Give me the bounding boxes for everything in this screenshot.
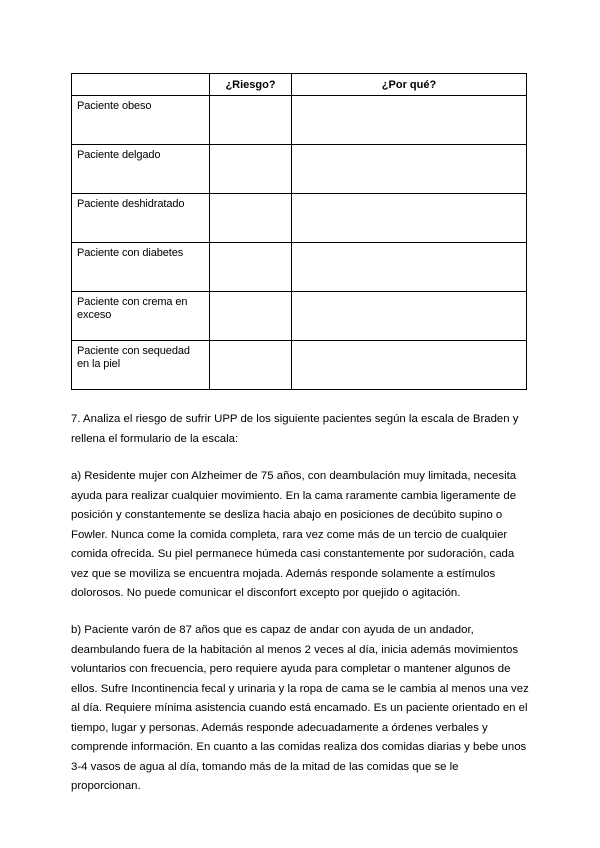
row-label-cell: [72, 243, 210, 292]
header-riesgo: ¿Riesgo?: [210, 74, 292, 96]
table-row: [72, 194, 527, 243]
header-blank: [72, 74, 210, 96]
por-que-cell[interactable]: [292, 96, 527, 145]
row-label: Paciente con sequedad en la piel: [77, 345, 190, 370]
header-por-que: ¿Por qué?: [292, 74, 527, 96]
table-row: [72, 96, 527, 145]
row-label-cell: [72, 341, 210, 390]
por-que-cell[interactable]: [292, 341, 527, 390]
riesgo-cell[interactable]: [210, 145, 292, 194]
por-que-cell[interactable]: [292, 145, 527, 194]
row-label-cell: [72, 96, 210, 145]
riesgo-cell[interactable]: [210, 194, 292, 243]
riesgo-cell[interactable]: [210, 96, 292, 145]
por-que-cell[interactable]: [292, 243, 527, 292]
riesgo-cell[interactable]: [210, 341, 292, 390]
row-label: Paciente con crema en exceso: [77, 296, 188, 321]
row-label-cell: [72, 292, 210, 341]
por-que-cell[interactable]: [292, 292, 527, 341]
table-row: [72, 292, 527, 341]
row-label: Paciente con diabetes: [77, 247, 184, 259]
risk-table: [71, 73, 527, 390]
table-row: [72, 341, 527, 390]
por-que-cell[interactable]: [292, 194, 527, 243]
table-row: [72, 243, 527, 292]
question-7: 7. Analiza el riesgo de sufrir UPP de los siguiente pacientes según la escala de Braden y rellena el formulario de la escala:: [71, 413, 519, 445]
table-row: [72, 145, 527, 194]
riesgo-cell[interactable]: [210, 292, 292, 341]
row-label-cell: [72, 145, 210, 194]
case-a-paragraph: a) Residente mujer con Alzheimer de 75 años, con deambulación muy limitada, necesita ayuda para realizar cualquier movimiento. En la cama raramente cambia ligeramente de posición y constantemente se desliza hacia abajo en posiciones de decúbito supino o Fowler. Nunca come la comida completa, rara vez come más de un tercio de cualquier comida ofrecida. Su piel permanece húmeda casi constantemente por sudoración, cada vez que se moviliza se encuentra mojada. Además responde solamente a estímulos dolorosos. No puede comunicar el disconfort excepto por quejido o agitación.: [71, 470, 517, 599]
row-label: Paciente obeso: [77, 100, 152, 112]
row-label: Paciente delgado: [77, 149, 161, 161]
table-header-row: [72, 74, 527, 96]
case-b-paragraph: b) Paciente varón de 87 años que es capaz de andar con ayuda de un andador, deambulando fuera de la habitación al menos 2 veces al día, inicia además movimientos voluntarios con frecuencia, pero requiere ayuda para completar o mantener algunos de ellos. Sufre Incontinencia fecal y urinaria y la ropa de cama se le cambia al menos una vez al día. Requiere mínima asistencia cuando está encamado. Es un paciente orientado en el tiempo, lugar y personas. Además responde adecuadamente a órdenes verbales y comprende información. En cuanto a las comidas realiza dos comidas diarias y bebe unos 3-4 vasos de agua al día, tomando más de la mitad de las comidas que se le proporcionan.: [71, 624, 529, 792]
row-label: Paciente deshidratado: [77, 198, 185, 210]
row-label-cell: [72, 194, 210, 243]
riesgo-cell[interactable]: [210, 243, 292, 292]
